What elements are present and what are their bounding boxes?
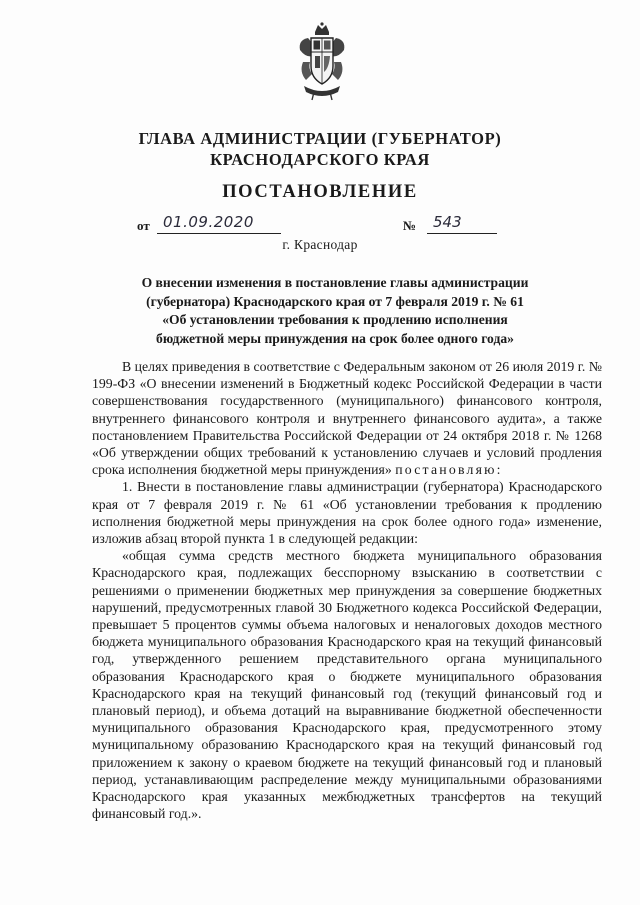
number-value: 543 — [427, 213, 497, 234]
decree-word: постановляю: — [395, 462, 503, 478]
date-value: 01.09.2020 — [157, 213, 281, 234]
title-line-2: (губернатора) Краснодарского края от 7 февраля 2019 г. № 61 — [146, 293, 524, 309]
coat-of-arms-icon — [296, 22, 348, 102]
document-type: ПОСТАНОВЛЕНИЕ — [222, 182, 418, 202]
paragraph-item-1: 1. Внести в постановление главы администрации (губернатора) Краснодарского края от 7 февраля 2019 г. № 61 «Об установлении требования к продлению исполнения бюджетной меры принуждения на срок более одного года» изменение, изложив абзац второй пункта 1 в следующей редакции: — [92, 479, 602, 547]
title-line-1: О внесении изменения в постановление главы администрации — [141, 275, 529, 290]
paragraph-new-wording: «общая сумма средств местного бюджета муниципального образования Краснодарского края, подлежащих бесспорному взысканию в соответствии с решениями о применении бюджетных мер принуждения за совершение бюджетных нарушений, предусмотренных главой 30 Бюджетного кодекса Российской Федерации, превышает 5 процентов суммы объема налоговых и неналоговых доходов местного бюджета муниципального образования Краснодарского края на текущий финансовый год, утвержденного решением представительного органа муниципального образования Краснодарского края о бюджете муниципального образования Краснодарского края на текущий финансовый год (текущий финансовый год и плановый период), и объема дотаций на выравнивание бюджетной обеспеченности муниципального образования Краснодарского края, предусмотренного этому муниципальному образованию Краснодарского края на текущий финансовый год приложением к закону о краевом бюджете на текущий финансовый год и плановый период, устанавливающим распределение между муниципальными образованиями Краснодарского края указанных межбюджетных трансфертов на текущий финансовый год.». — [92, 548, 602, 822]
city: г. Краснодар — [282, 237, 358, 252]
document-body — [92, 358, 602, 822]
date-label: от — [137, 218, 150, 233]
authority-line-2: КРАСНОДАРСКОГО КРАЯ — [210, 150, 430, 169]
number-label: № — [403, 218, 417, 233]
authority-line-1: ГЛАВА АДМИНИСТРАЦИИ (ГУБЕРНАТОР) — [138, 129, 502, 148]
issuing-authority — [0, 128, 640, 170]
paragraph-preamble — [92, 358, 602, 478]
title-line-3: «Об установлении требования к продлению исполнения — [162, 312, 508, 327]
title-line-4: бюджетной меры принуждения на срок более одного года» — [156, 330, 514, 346]
document-title — [100, 274, 570, 348]
preamble-text: В целях приведения в соответствие с Федеральным законом от 26 июля 2019 г. № 199-ФЗ «О внесении изменений в Бюджетный кодекс Российской Федерации в части совершенствования государственного (муниципального) финансового контроля, внутреннего финансового контроля и внутреннего финансового аудита», а также постановлением Правительства Российской Федерации от 24 октября 2018 г. № 1268 «Об утверждении общих требований к установлению случаев и условий продления срока исполнения бюджетной меры принуждения» — [92, 359, 602, 478]
